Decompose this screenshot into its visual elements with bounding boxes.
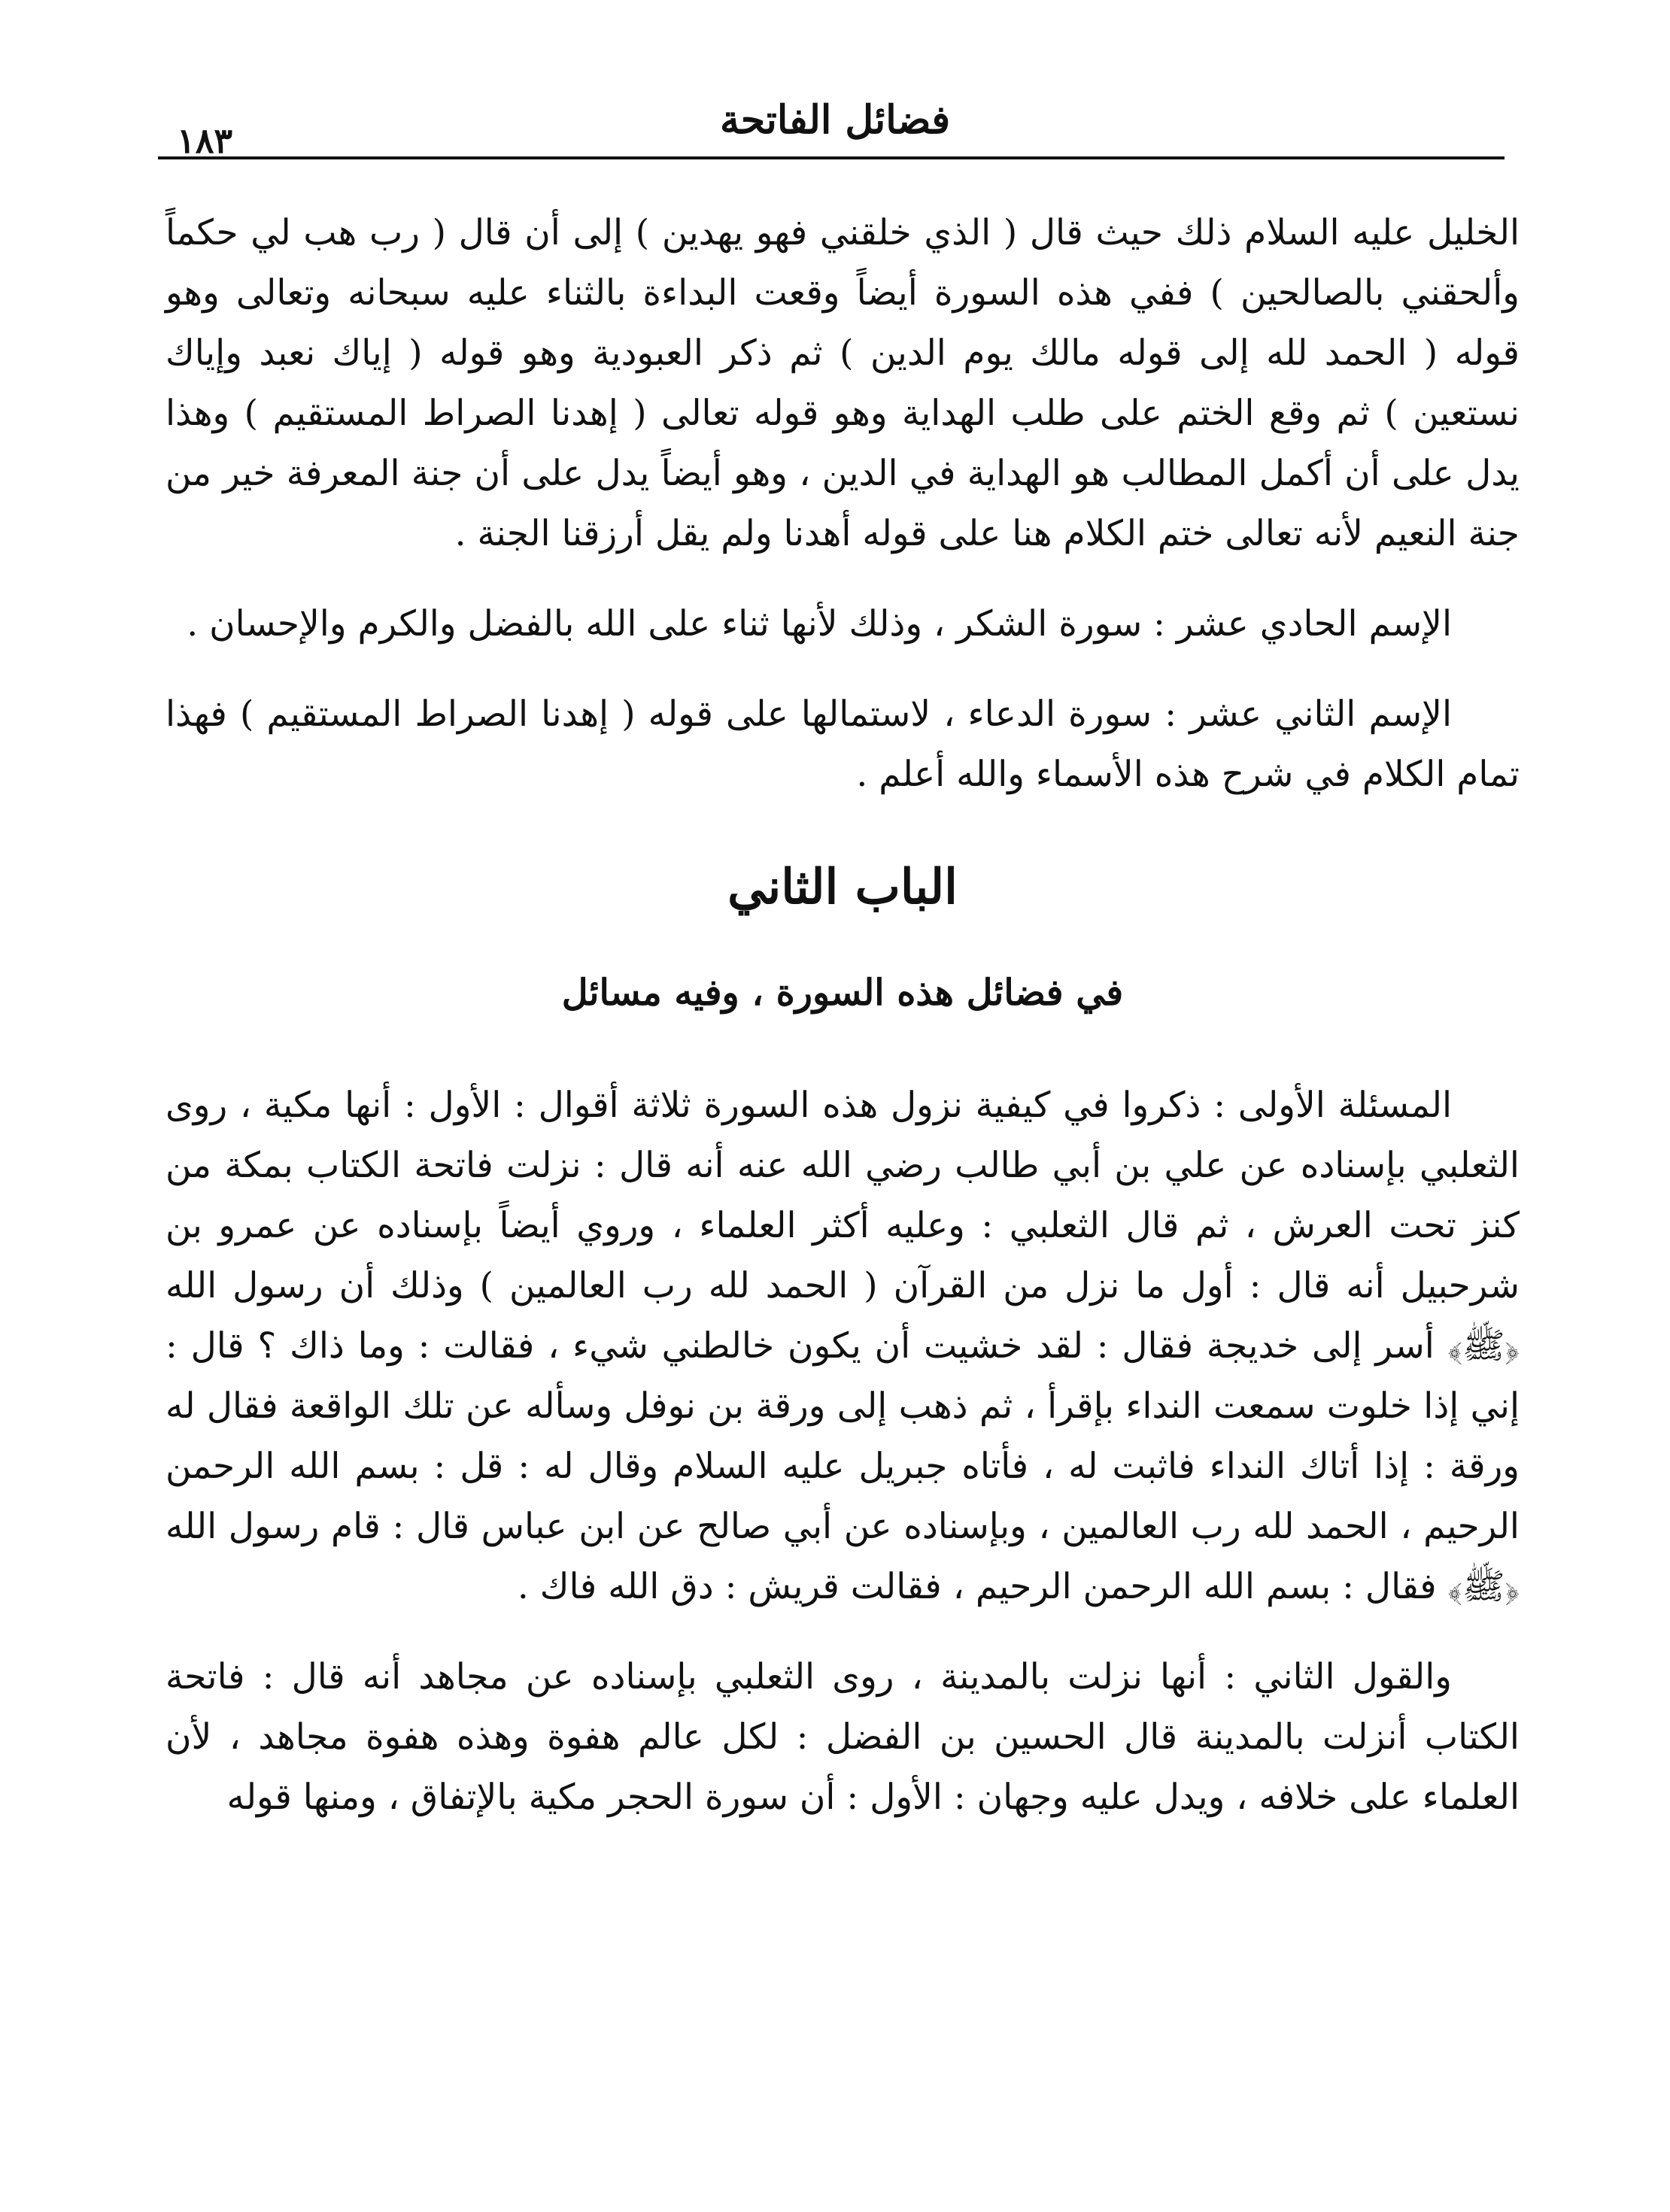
header-rule [158, 156, 1505, 159]
page-number: ١٨٣ [177, 120, 233, 161]
paragraph-first-question: المسئلة الأولى : ذكروا في كيفية نزول هذه السورة ثلاثة أقوال : الأول : أنها مكية ، روى الثعلبي بإسناده عن علي بن أبي طالب رضي الله عنه أنه قال : نزلت فاتحة الكتاب بمكة من كنز تحت العرش ، ثم قال الثعلبي : وعليه أكثر العلماء ، وروي أيضاً بإسناده عن عمرو بن شرحبيل أنه قال : أول ما نزل من القرآن ( الحمد لله رب العالمين ) وذلك أن رسول الله ﴿ﷺ﴾ أسر إلى خديجة فقال : لقد خشيت أن يكون خالطني شيء ، فقالت : وما ذاك ؟ قال : إني إذا خلوت سمعت النداء بإقرأ ، ثم ذهب إلى ورقة بن نوفل وسأله عن تلك الواقعة فقال له ورقة : إذا أتاك النداء فاثبت له ، فأتاه جبريل عليه السلام وقال له : قل : بسم الله الرحمن الرحيم ، الحمد لله رب العالمين ، وبإسناده عن أبي صالح عن ابن عباس قال : قام رسول الله ﴿ﷺ﴾ فقال : بسم الله الرحمن الرحيم ، فقالت قريش : دق الله فاك . [165, 1085, 1520, 1607]
chapter-subtitle: في فضائل هذه السورة ، وفيه مسائل [561, 972, 1124, 1014]
running-title: فضائل الفاتحة [719, 97, 951, 143]
chapter-title: الباب الثاني [727, 859, 958, 915]
page-body [165, 203, 1520, 1858]
paragraph-khalil-continuation: الخليل عليه السلام ذلك حيث قال ( الذي خلقني فهو يهدين ) إلى أن قال ( رب هب لي حكماً وألحقني بالصالحين ) ففي هذه السورة أيضاً وقعت البداءة بالثناء عليه سبحانه وتعالى وهو قوله ( الحمد لله إلى قوله مالك يوم الدين ) ثم ذكر العبودية وهو قوله ( إياك نعبد وإياك نستعين ) ثم وقع الختم على طلب الهداية وهو قوله تعالى ( إهدنا الصراط المستقيم ) وهذا يدل على أن أكمل المطالب هو الهداية في الدين ، وهو أيضاً يدل على أن جنة المعرفة خير من جنة النعيم لأنه تعالى ختم الكلام هنا على قوله أهدنا ولم يقل أرزقنا الجنة . [165, 212, 1520, 554]
paragraph-eleventh-name: الإسم الحادي عشر : سورة الشكر ، وذلك لأنها ثناء على الله بالفضل والكرم والإحسان . [187, 603, 1452, 645]
paragraph-twelfth-name: الإسم الثاني عشر : سورة الدعاء ، لاستمالها على قوله ( إهدنا الصراط المستقيم ) فهذا تمام الكلام في شرح هذه الأسماء والله أعلم . [165, 693, 1520, 795]
paragraph-second-opinion: والقول الثاني : أنها نزلت بالمدينة ، روى الثعلبي بإسناده عن مجاهد أنه قال : فاتحة الكتاب أنزلت بالمدينة قال الحسين بن الفضل : لكل عالم هفوة وهذه هفوة مجاهد ، لأن العلماء على خلافه ، ويدل عليه وجهان : الأول : أن سورة الحجر مكية بالإتفاق ، ومنها قوله [165, 1656, 1520, 1818]
